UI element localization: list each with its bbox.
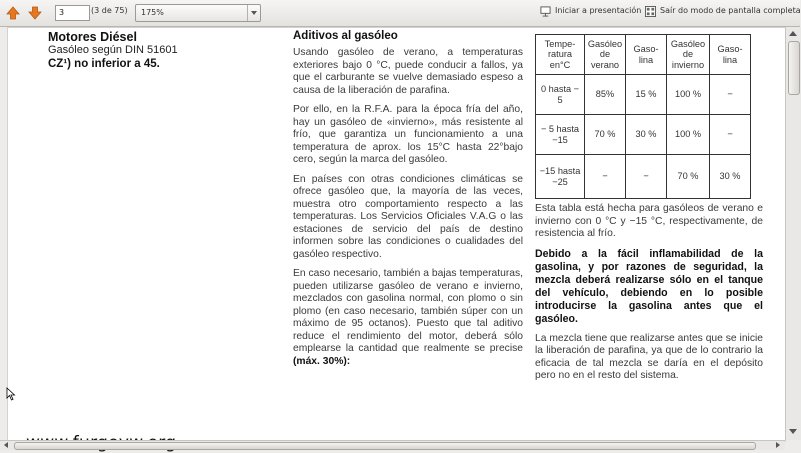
scroll-up-icon[interactable] xyxy=(789,31,797,36)
zoom-value: 175% xyxy=(141,8,164,17)
paragraph-text: En caso necesario, también a bajas temperaturas, pueden utilizarse gasóleo de verano e invierno, mezclados con gasolina normal, con plomo o sin plomo (en caso necesario, también súper con un máximo de 95 octanos). Puesto que tal aditivo reduce el rendimiento del motor, deberá sólo emplearse la cantidad que realmente se precise xyxy=(293,268,523,354)
scroll-down-icon[interactable] xyxy=(789,429,797,434)
table-cell: 100 % xyxy=(667,75,710,115)
table-cell: 70 % xyxy=(585,115,626,155)
safety-warning: Debido a la fácil inflamabilidad de la gasolina, y por razones de seguridad, la mezcla deberá realizarse sólo en el tanque del vehículo, debiendo en lo posible introducirse la gasolina antes que el gasóleo. xyxy=(535,247,763,325)
table-cell: 30 % xyxy=(710,155,751,199)
table-cell: 30 % xyxy=(626,115,667,155)
fullscreen-exit-icon[interactable] xyxy=(645,6,656,17)
table-cell: − xyxy=(710,75,751,115)
chevron-down-icon[interactable] xyxy=(247,5,260,21)
table-note: Esta tabla está hecha para gasóleos de verano e invierno con 0 °C y −15 °C, respectivamente, de resistencia al frío. xyxy=(535,203,763,239)
section-title-motores: Motores Diésel xyxy=(48,30,137,44)
table-cell: 85% xyxy=(585,75,626,115)
table-row xyxy=(536,75,751,115)
exit-fullscreen-button[interactable]: Saír do modo de pantalla completa xyxy=(660,6,801,15)
paragraph: La mezcla tiene que realizarse antes que se inicie la liberación de parafina, ya que de lo contrario la eficacia de tal mezcla se daría en el depósito pero no en el resto del sistema. xyxy=(535,332,763,381)
scroll-left-icon[interactable] xyxy=(4,442,8,448)
horizontal-scrollbar[interactable] xyxy=(0,440,785,450)
paragraph: Usando gasóleo de verano, a temperaturas exteriores bajo 0 °C, puede conducir a fallos, ya que el carburante se vuelve demasiado espeso a causa de la liberación de parafina. xyxy=(293,47,523,96)
table-cell: −15 hasta −25 xyxy=(536,155,585,199)
table-cell: − 5 hasta −15 xyxy=(536,115,585,155)
column-motores xyxy=(48,30,248,71)
document-page xyxy=(7,27,786,442)
zoom-select[interactable] xyxy=(135,4,261,22)
cetane-spec-line: CZ¹) no inferior a 45. xyxy=(48,58,160,70)
vertical-scrollbar[interactable] xyxy=(785,27,801,440)
page-number-input[interactable]: 3 xyxy=(55,5,90,21)
table-header: Gaso-lina xyxy=(710,35,751,75)
arrow-down-icon[interactable] xyxy=(27,5,43,21)
paragraph-bold: (máx. 30%): xyxy=(293,355,351,367)
table-cell: 100 % xyxy=(667,115,710,155)
column-aditivos xyxy=(293,30,523,375)
table-cell: 15 % xyxy=(626,75,667,115)
toolbar xyxy=(0,0,800,27)
fuel-spec-line: Gasóleo según DIN 51601 xyxy=(48,44,178,56)
table-header: Gaso-lina xyxy=(626,35,667,75)
arrow-up-icon[interactable] xyxy=(5,5,21,21)
table-row xyxy=(536,115,751,155)
page-count-label: (3 de 75) xyxy=(91,6,128,15)
paragraph xyxy=(293,268,523,368)
table-cell: − xyxy=(626,155,667,199)
mouse-cursor-icon xyxy=(6,387,16,401)
scroll-right-icon[interactable] xyxy=(776,442,780,448)
paragraph: En países con otras condiciones climáticas se ofrece gasóleo que, la mayoría de las veces, muestra otro comportamiento respecto a las temperaturas. Los Servicios Oficiales V.A.G o las estaciones de servicio del país de destino informen sobre las condiciones o cualidades del gasóleo respectivo. xyxy=(293,173,523,260)
presentation-icon[interactable] xyxy=(540,6,551,17)
start-presentation-button[interactable]: Iniciar a presentación xyxy=(555,6,642,15)
table-header: Tempe-ratura en°C xyxy=(536,35,585,75)
vertical-scroll-thumb[interactable] xyxy=(788,41,800,95)
section-title-aditivos: Aditivos al gasóleo xyxy=(293,30,398,42)
table-cell: 0 hasta − 5 xyxy=(536,75,585,115)
table-cell: − xyxy=(710,115,751,155)
horizontal-scroll-thumb[interactable] xyxy=(14,442,756,450)
table-row xyxy=(536,155,751,199)
table-header: Gasóleo de invierno xyxy=(667,35,710,75)
table-cell: − xyxy=(585,155,626,199)
column-table xyxy=(535,34,763,390)
mixture-table xyxy=(535,34,751,199)
paragraph: Por ello, en la R.F.A. para la época fría del año, hay un gasóleo de «invierno», más resistente al frío, que garantiza un funcionamiento a una temperatura de aprox. los 15°C hasta 22°bajo cero, según la marca del gasóleo. xyxy=(293,104,523,165)
table-header: Gasóleo de verano xyxy=(585,35,626,75)
table-cell: 70 % xyxy=(667,155,710,199)
